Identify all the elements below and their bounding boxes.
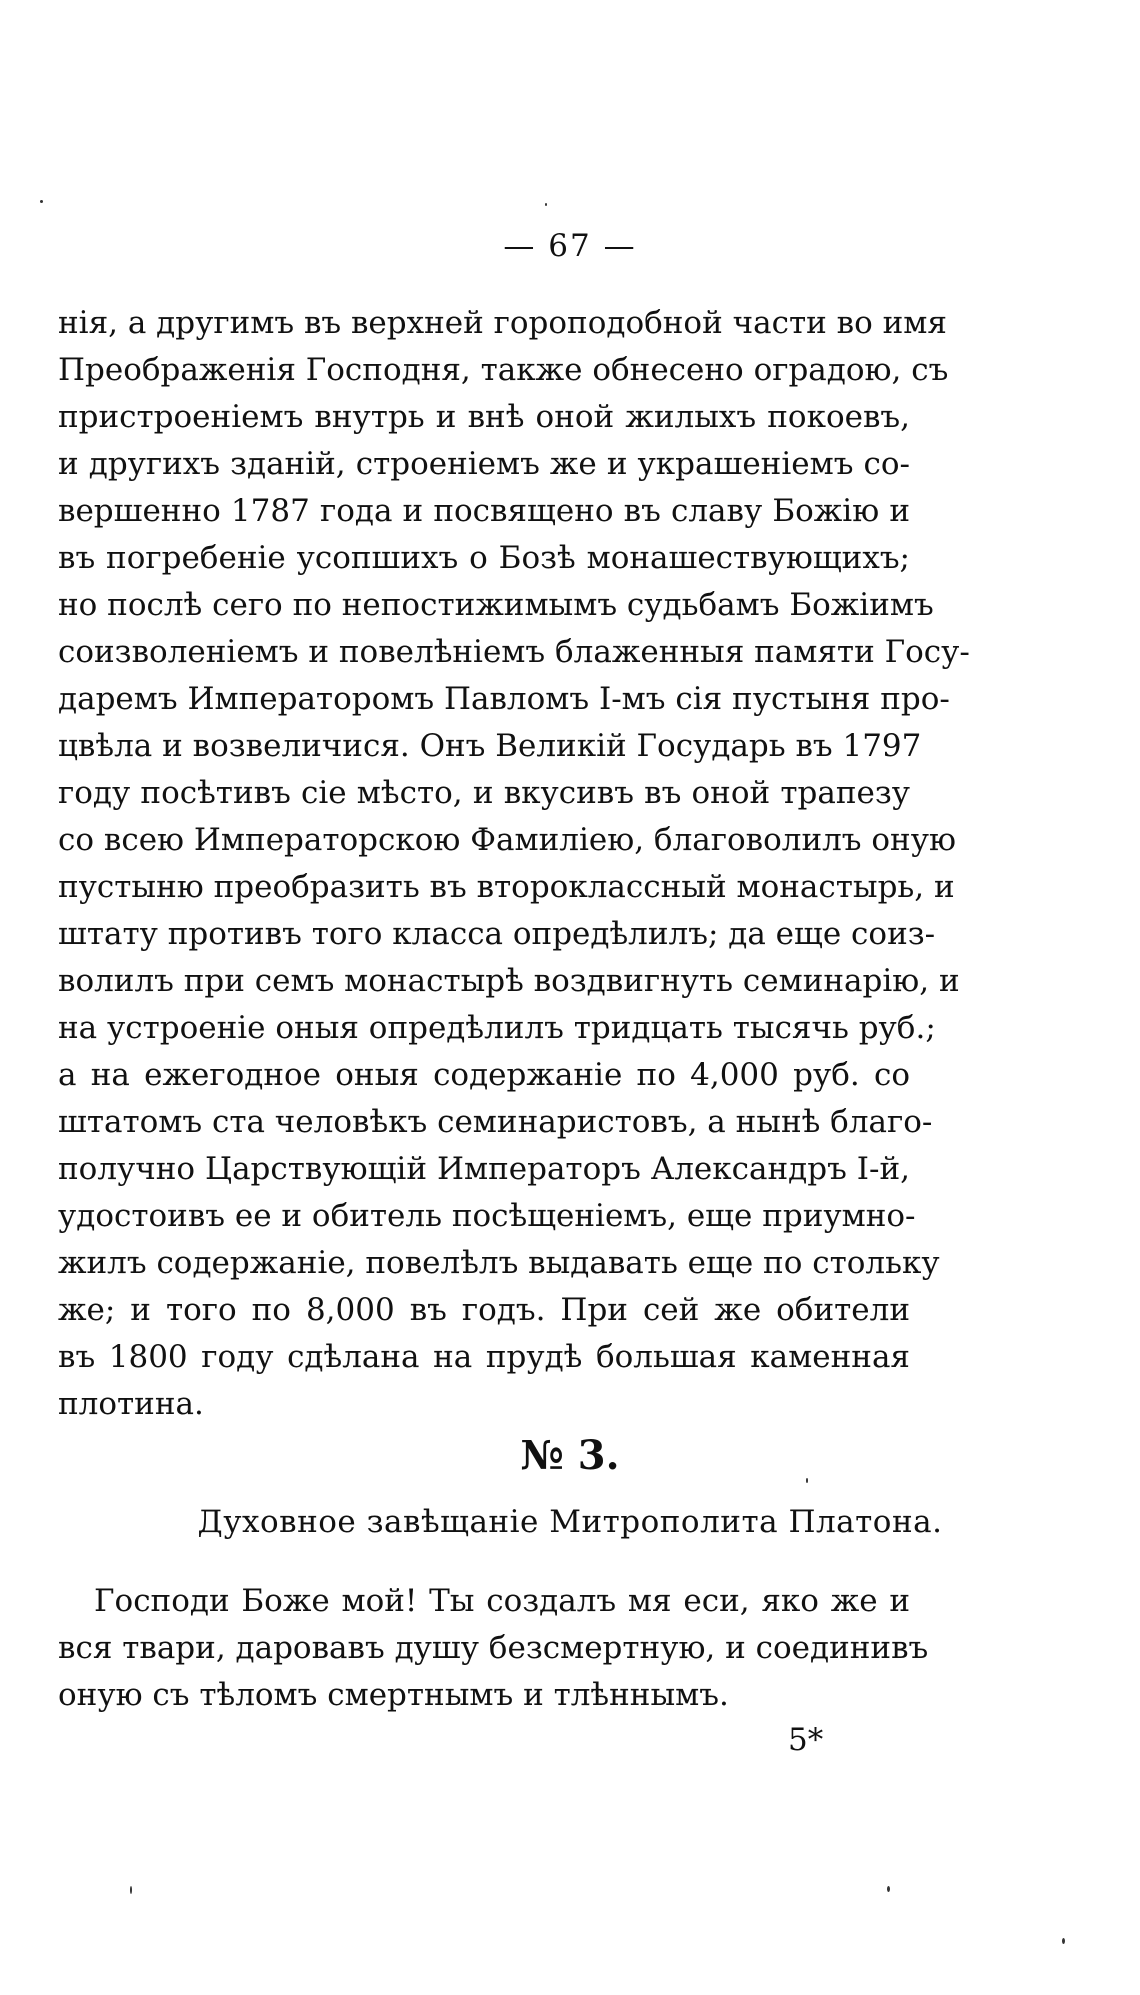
- text-line: получно Царствующій Императоръ Александръ I-й,: [58, 1151, 910, 1187]
- text-line: даремъ Императоромъ Павломъ I-мъ сія пустыня про-: [58, 681, 950, 717]
- text-line: штату противъ того класса опредѣлилъ; да еще соиз-: [58, 916, 936, 952]
- text-line: Господи Боже мой! Ты создалъ мя еси, яко же и: [94, 1583, 910, 1619]
- text-line: вершенно 1787 года и посвящено въ славу Божію и: [58, 493, 910, 529]
- scan-speck: [40, 200, 43, 203]
- section-title: Духовное завѣщаніе Митрополита Платона.: [197, 1504, 943, 1540]
- text-line: оную съ тѣломъ смертнымъ и тлѣннымъ.: [58, 1677, 729, 1713]
- text-line: нія, а другимъ въ верхней гороподобной части во имя: [58, 305, 947, 341]
- text-line: цвѣла и возвеличися. Онъ Великій Государь въ 1797: [58, 728, 922, 764]
- text-line: пустыню преобразить въ второклассный монастырь, и: [58, 869, 955, 905]
- text-line: плотина.: [58, 1386, 204, 1422]
- text-line: въ погребеніе усопшихъ о Бозѣ монашествующихъ;: [58, 540, 910, 576]
- scan-speck: [806, 1478, 808, 1483]
- scan-speck: [130, 1886, 132, 1894]
- text-line: вся твари, даровавъ душу безсмертную, и соединивъ: [58, 1630, 929, 1666]
- body-paragraph: [58, 300, 970, 1428]
- scan-speck: [1062, 1938, 1065, 1944]
- page-number: — 67 —: [503, 228, 637, 264]
- text-line: а на ежегодное оныя содержаніе по 4,000 руб. со: [58, 1057, 910, 1093]
- text-line: же; и того по 8,000 въ годъ. При сей же обители: [58, 1292, 910, 1328]
- text-line: но послѣ сего по непостижимымъ судьбамъ Божіимъ: [58, 587, 934, 623]
- text-line: штатомъ ста человѣкъ семинаристовъ, а нынѣ благо-: [58, 1104, 933, 1140]
- text-line: году посѣтивъ сіе мѣсто, и вкусивъ въ оной трапезу: [58, 775, 910, 811]
- testament-paragraph: [58, 1578, 929, 1719]
- text-line: волилъ при семъ монастырѣ воздвигнуть семинарію, и: [58, 963, 960, 999]
- text-line: на устроеніе оныя опредѣлилъ тридцать тысячь руб.;: [58, 1010, 936, 1046]
- scan-speck: [545, 203, 547, 206]
- text-line: и другихъ зданій, строеніемъ же и украшеніемъ со-: [58, 446, 910, 482]
- scan-speck: [887, 1886, 890, 1892]
- section-number: № 3.: [520, 1432, 620, 1479]
- text-line: со всею Императорскою Фамиліею, благоволилъ оную: [58, 822, 956, 858]
- text-line: удостоивъ ее и обитель посѣщеніемъ, еще приумно-: [58, 1198, 916, 1234]
- text-line: соизволеніемъ и повелѣніемъ блаженныя памяти Госу-: [58, 634, 970, 670]
- text-line: въ 1800 году сдѣлана на прудѣ большая каменная: [58, 1339, 910, 1375]
- signature-mark: 5*: [788, 1722, 824, 1758]
- text-line: пристроеніемъ внутрь и внѣ оной жилыхъ покоевъ,: [58, 399, 910, 435]
- text-line: Преображенія Господня, также обнесено оградою, съ: [58, 352, 949, 388]
- text-line: жилъ содержаніе, повелѣлъ выдавать еще по стольку: [58, 1245, 940, 1281]
